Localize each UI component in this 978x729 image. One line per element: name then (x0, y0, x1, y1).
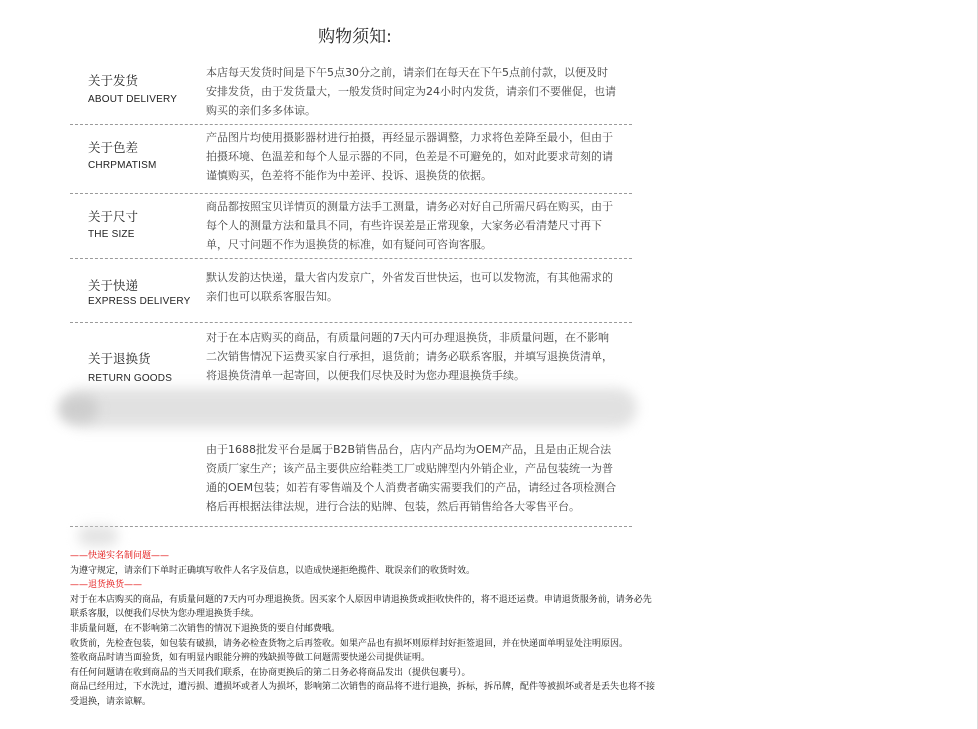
notes-heading-returns: ——退货换货—— (70, 580, 143, 591)
section-color-title: 关于色差 (88, 140, 139, 155)
blurred-region-small (78, 526, 118, 546)
notes-line: 商品已经用过，下水洗过，遭污损、遭损坏或者人为损坏，影响第二次销售的商品将不进行退换，拆标，拆吊牌，配件等被损坏或者是丢失也将不接 (70, 682, 656, 693)
section-returns-text: 对于在本店购买的商品，有质量问题的7天内可办理退换货，非质量问题，在不影响二次销售情况下运费买家自行承担，退货前；请务必联系客服，并填写退换货清单，将退换货清单一起寄回，以便我们尽快及时为您办理退换货手续。 (206, 331, 613, 382)
notes-line: 为遵守规定，请亲们下单时正确填写收件人名字及信息，以造成快递拒绝揽件、耽误亲们的收货时效。 (70, 565, 476, 576)
section-express-text: 默认发韵达快递，量大省内发京广，外省发百世快运，也可以发物流，有其他需求的亲们也可以联系客服告知。 (206, 271, 613, 303)
notes-line: 有任何问题请在收到商品的当天同我们联系，在协商更换后的第二日务必将商品发出（提供包裹号）。 (70, 667, 471, 678)
section-express-subtitle: EXPRESS DELIVERY (88, 296, 191, 307)
notes-line: 签收商品时请当面验货，如有明显内眼能分辨的残缺损等做工问题需要快递公司提供证明。 (70, 653, 431, 664)
notes-line: 对于在本店购买的商品，有质量问题的7天内可办理退换货。因买家个人原因申请退换货或拒收快件的，将不退还运费。申请退货服务前，请务必先 (70, 594, 652, 605)
section-size-subtitle: THE SIZE (88, 229, 135, 240)
page-title: 购物须知: (318, 27, 392, 47)
notes-line: 受退换，请亲谅解。 (70, 696, 152, 707)
section-returns (70, 322, 632, 388)
section-color-subtitle: CHRPMATISM (88, 160, 157, 171)
notes-line: 收货前，先检查包装，如包装有破损，请务必检查货物之后再签收。如果产品也有损坏则原样封好拒签退回，并在快递面单明显处注明原因。 (70, 638, 629, 649)
section-returns-title: 关于退换货 (88, 351, 151, 366)
section-returns-subtitle: RETURN GOODS (88, 373, 173, 384)
blurred-region (62, 388, 637, 428)
section-oem-text: 由于1688批发平台是属于B2B销售品台，店内产品均为OEM产品，且是由正规合法资质厂家生产；该产品主要供应给鞋类工厂或贴牌型内外销企业，产品包装统一为普通的OEM包装；如若有零售端及个人消费者确实需要我们的产品，请经过各项检测合格后再根据法律法规，进行合法的贴牌、包装，然后再销售给各大零售平台。 (206, 443, 617, 513)
section-delivery (70, 54, 632, 125)
section-delivery-text: 本店每天发货时间是下午5点30分之前，请亲们在每天在下午5点前付款，以便及时安排发货，由于发货量大，一般发货时间定为24小时内发货，请亲们不要催促，也请购买的亲们多多体谅。 (206, 66, 616, 117)
section-color (70, 124, 632, 194)
section-size-text: 商品都按照宝贝详情页的测量方法手工测量，请务必对好自己所需尺码在购买，由于每个人的测量方法和量具不同，有些许误差是正常现象，大家务必看清楚尺寸再下单，尺寸问题不作为退换货的标准，如有疑问可咨询客服。 (206, 200, 613, 251)
section-color-text: 产品图片均使用摄影器材进行拍摄，再经显示器调整，力求将色差降至最小，但由于拍摄环境、色温差和每个人显示器的不同，色差是不可避免的，如对此要求苛刻的请谨慎购买，色差将不能作为中差评、投诉、退换货的依据。 (206, 131, 613, 182)
section-size-title: 关于尺寸 (88, 209, 139, 224)
section-delivery-title: 关于发货 (88, 73, 139, 88)
section-delivery-subtitle: ABOUT DELIVERY (88, 94, 178, 105)
notes-line: 非质量问题，在不影响第二次销售的情况下退换货的要自付邮费哦。 (70, 623, 341, 634)
notes-heading-realname: ——快递实名制问题—— (70, 551, 170, 561)
section-oem-notice (70, 428, 632, 527)
section-express (70, 258, 632, 323)
section-size (70, 193, 632, 259)
notes-block (70, 549, 670, 710)
section-express-title: 关于快递 (88, 278, 139, 293)
notes-line: 联系客服，以便我们尽快为您办理退换货手续。 (70, 609, 260, 620)
blurred-region-left (58, 396, 98, 422)
